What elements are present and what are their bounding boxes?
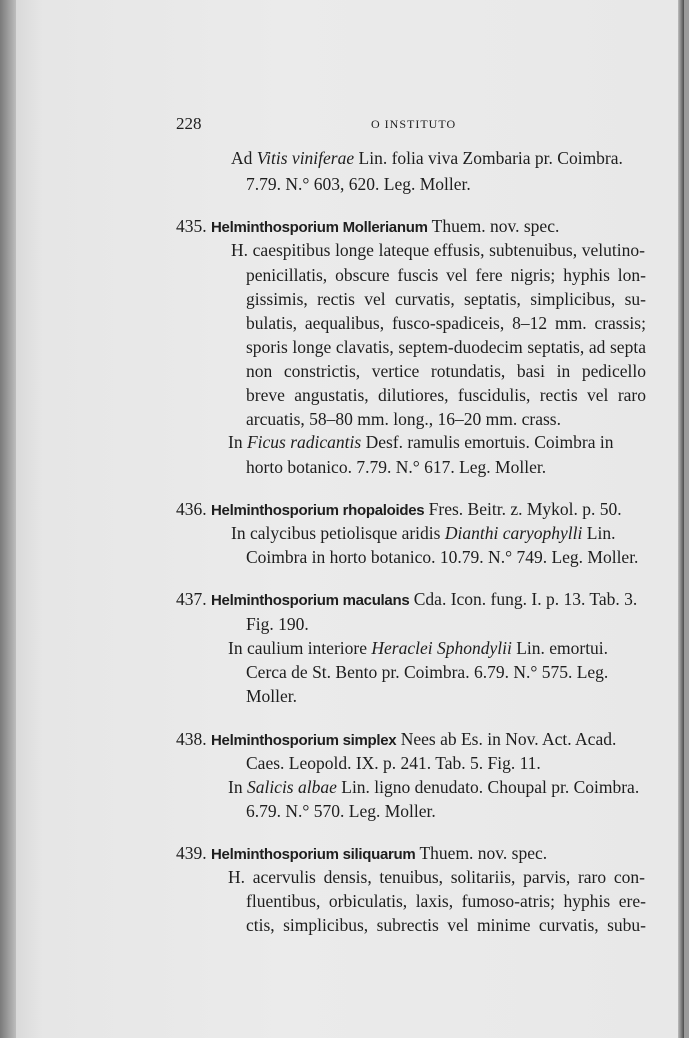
entry-435-desc-1: H. caespitibus longe lateque effusis, subtenuibus, velutino- bbox=[231, 240, 645, 260]
page-number: 228 bbox=[176, 114, 202, 133]
entry-435-desc-8: arcuatis, 58–80 mm. long., 16–20 mm. crass. bbox=[246, 409, 561, 429]
entry-435-desc-2: penicillatis, obscure fuscis vel fere nigris; hyphis lon- bbox=[246, 265, 646, 285]
entry-438-habitat-2: 6.79. N.° 570. Leg. Moller. bbox=[246, 801, 436, 821]
entry-437-citation-cont: Fig. 190. bbox=[246, 614, 309, 634]
running-header bbox=[176, 114, 646, 136]
entry-435-habitat-1: In Ficus radicantis Desf. ramulis emortuis. Coimbra in bbox=[228, 432, 614, 452]
entry-heading-437: 437. Helminthosporium maculans Cda. Icon. fung. I. p. 13. Tab. 3. bbox=[176, 589, 638, 609]
entry-435-desc-3: gissimis, rectis vel curvatis, septatis, simplicibus, su- bbox=[246, 289, 646, 309]
adjacent-page-edge bbox=[0, 0, 16, 1038]
book-page bbox=[16, 0, 684, 1038]
entry-435-desc-4: bulatis, aequalibus, fusco-spadiceis, 8–12 mm. crassis; bbox=[246, 313, 646, 333]
entry-439-desc-1: H. acervulis densis, tenuibus, solitariis, parvis, raro con- bbox=[228, 867, 645, 887]
entry-439-desc-3: ctis, simplicibus, subrectis vel minime curvatis, subu- bbox=[246, 915, 646, 935]
entry-436-habitat-2: Coimbra in horto botanico. 10.79. N.° 749. Leg. Moller. bbox=[246, 547, 639, 567]
intro-line-1: Ad Vitis viniferae Lin. folia viva Zombaria pr. Coimbra. bbox=[231, 148, 623, 168]
entry-435-desc-7: breve angustatis, dilutiores, fuscidulis, rectis vel raro bbox=[246, 385, 646, 405]
entry-heading-439: 439. Helminthosporium siliquarum Thuem. nov. spec. bbox=[176, 843, 548, 863]
entry-437-habitat-1: In caulium interiore Heraclei Sphondylii Lin. emortui. bbox=[228, 638, 609, 658]
entry-435-desc-6: non constrictis, vertice rotundatis, basi in pedicello bbox=[246, 361, 646, 381]
entry-437-habitat-2: Cerca de St. Bento pr. Coimbra. 6.79. N.° 575. Leg. bbox=[246, 662, 609, 682]
entry-437-habitat-3: Moller. bbox=[246, 686, 298, 706]
entry-heading-436: 436. Helminthosporium rhopaloides Fres. Beitr. z. Mykol. p. 50. bbox=[176, 499, 622, 519]
entry-438-habitat-1: In Salicis albae Lin. ligno denudato. Choupal pr. Coimbra. bbox=[228, 777, 640, 797]
journal-title: O INSTITUTO bbox=[371, 117, 457, 131]
intro-line-2: 7.79. N.° 603, 620. Leg. Moller. bbox=[246, 174, 471, 194]
entry-435-habitat-2: horto botanico. 7.79. N.° 617. Leg. Moller. bbox=[246, 457, 547, 477]
entry-438-citation-cont: Caes. Leopold. IX. p. 241. Tab. 5. Fig. 11. bbox=[246, 753, 541, 773]
entry-heading-438: 438. Helminthosporium simplex Nees ab Es. in Nov. Act. Acad. bbox=[176, 729, 617, 749]
entry-435-desc-5: sporis longe clavatis, septem-duodecim septatis, ad septa bbox=[246, 337, 646, 357]
entry-436-habitat-1: In calycibus petiolisque aridis Dianthi caryophylli Lin. bbox=[231, 523, 616, 543]
page-gutter-shadow bbox=[678, 0, 684, 1038]
entry-heading-435: 435. Helminthosporium Mollerianum Thuem. nov. spec. bbox=[176, 216, 560, 236]
entry-439-desc-2: fluentibus, orbiculatis, laxis, fumoso-atris; hyphis ere- bbox=[246, 891, 646, 911]
